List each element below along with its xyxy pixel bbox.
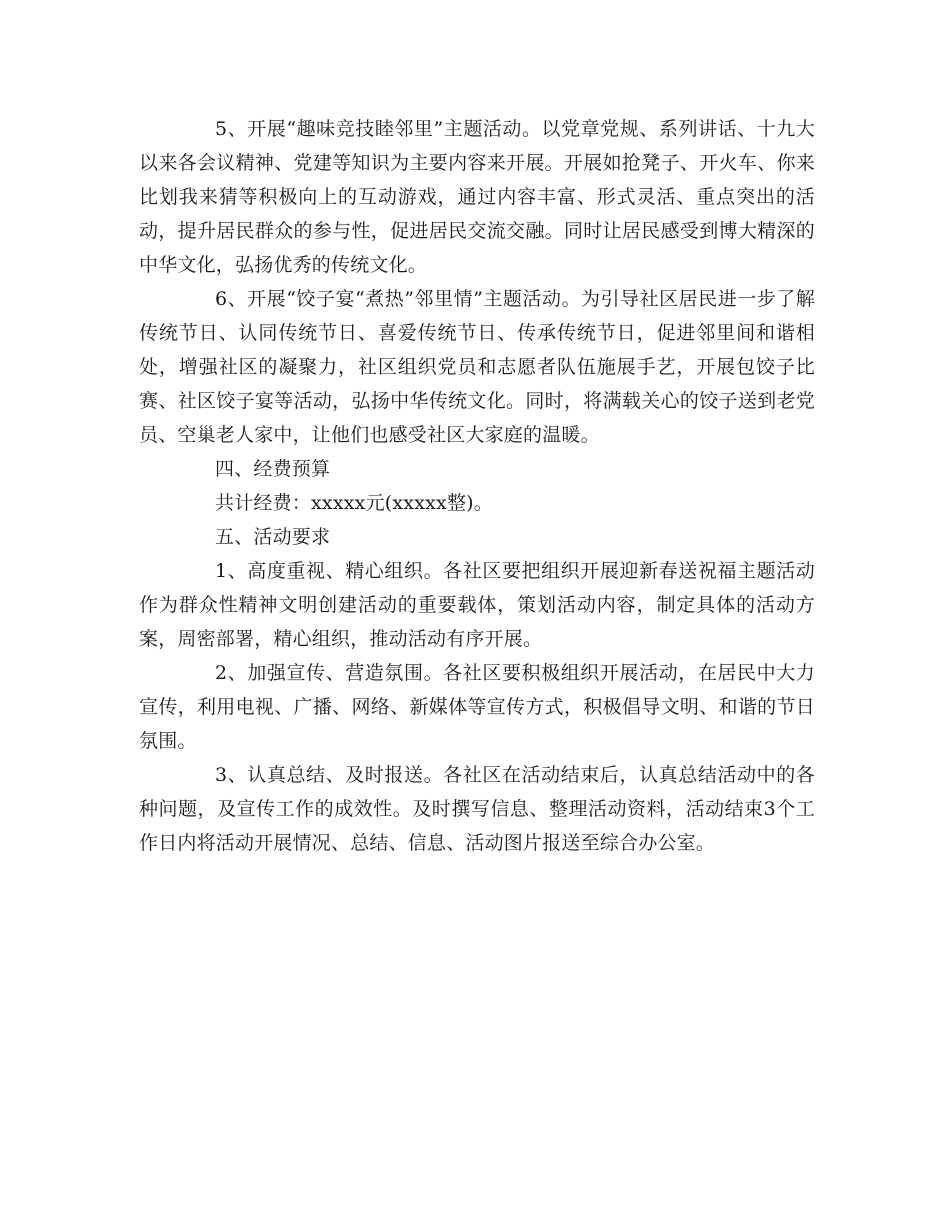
heading-requirements: 五、活动要求 <box>215 526 331 548</box>
paragraph-activity-6: 6、开展“饺子宴“煮热”邻里情”主题活动。为引导社区居民进一步了解传统节日、认同传统节日、喜爱传统节日、传承传统节日，促进邻里间和谐相处，增强社区的凝聚力，社区组织党员和志愿者队伍施展手艺，开展包饺子比赛、社区饺子宴等活动，弘扬中华传统文化。同时，将满载关心的饺子送到老党员、空巢老人家中，让他们也感受社区大家庭的温暖。 <box>139 288 815 446</box>
requirement-1: 1、高度重视、精心组织。各社区要把组织开展迎新春送祝福主题活动作为群众性精神文明创建活动的重要载体，策划活动内容，制定具体的活动方案，周密部署，精心组织，推动活动有序开展。 <box>139 560 815 650</box>
document-body <box>139 112 815 860</box>
requirement-3: 3、认真总结、及时报送。各社区在活动结束后，认真总结活动中的各种问题，及宣传工作的成效性。及时撰写信息、整理活动资料，活动结束3个工作日内将活动开展情况、总结、信息、活动图片报送至综合办公室。 <box>139 764 815 854</box>
budget-total: 共计经费：xxxxx元(xxxxx整)。 <box>215 492 493 514</box>
heading-budget: 四、经费预算 <box>215 458 331 480</box>
requirement-2: 2、加强宣传、营造氛围。各社区要积极组织开展活动，在居民中大力宣传，利用电视、广播、网络、新媒体等宣传方式，积极倡导文明、和谐的节日氛围。 <box>139 662 815 752</box>
paragraph-activity-5: 5、开展“趣味竞技睦邻里”主题活动。以党章党规、系列讲话、十九大以来各会议精神、党建等知识为主要内容来开展。开展如抢凳子、开火车、你来比划我来猜等积极向上的互动游戏，通过内容丰富、形式灵活、重点突出的活动，提升居民群众的参与性，促进居民交流交融。同时让居民感受到博大精深的中华文化，弘扬优秀的传统文化。 <box>139 118 815 276</box>
